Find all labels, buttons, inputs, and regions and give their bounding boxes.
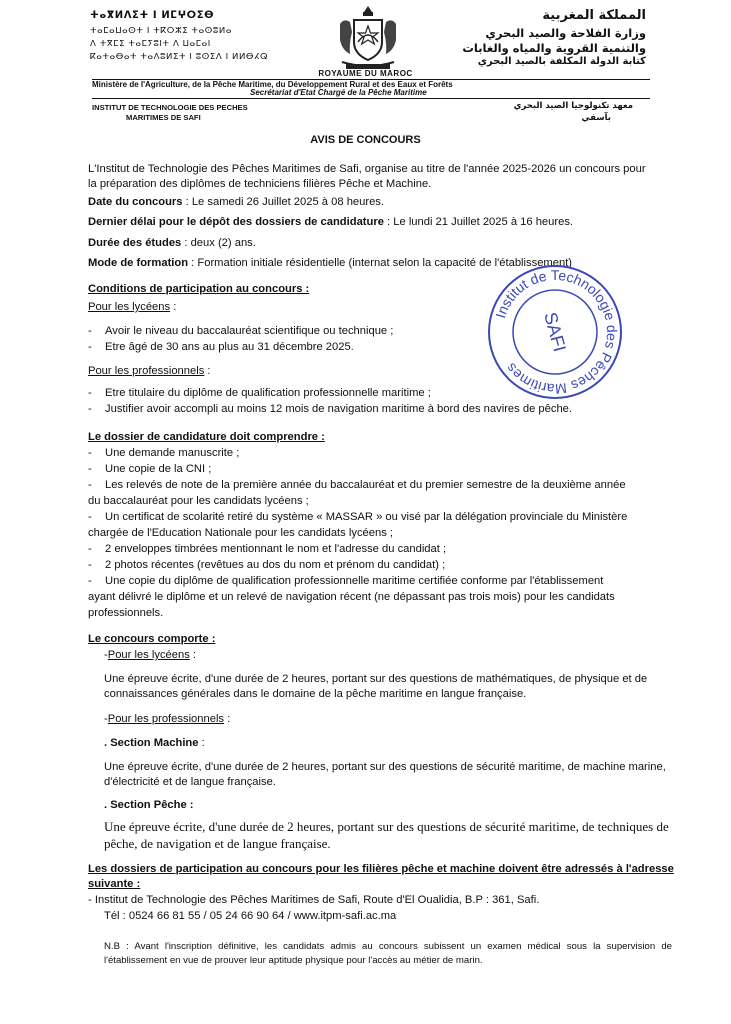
mode-label: Mode de formation — [88, 257, 189, 269]
royaume-du-maroc: ROYAUME DU MAROC — [318, 69, 413, 78]
section-machine-suffix: : — [198, 737, 205, 749]
list-item-continued: professionnels. — [88, 607, 164, 619]
conditions-pros-suffix: : — [204, 365, 211, 377]
dossier-heading: Le dossier de candidature doit comprendre : — [88, 431, 325, 443]
section-machine-text: Une épreuve écrite, d'une durée de 2 heures, portant sur des questions de sécurité maritime, de machine marine, d'électricité et de langue française. — [104, 761, 666, 788]
mode-value: : Formation initiale résidentielle (internat selon la capacité de l'établissement) — [188, 257, 573, 269]
concours-lyceens — [104, 648, 664, 663]
list-item-continued: chargée de l'Education Nationale pour les candidats lycéens ; — [88, 527, 394, 539]
list-item-continued: ayant délivré le diplôme et un relevé de navigation récent (ne dépassant pas trois mois) pour les candidats — [88, 591, 615, 603]
duree-value: : deux (2) ans. — [181, 237, 256, 249]
adresse-contact: Tél : 0524 66 81 55 / 05 24 66 90 64 / www.itpm-safi.ac.ma — [104, 910, 397, 922]
list-item-text: Une demande manuscrite ; — [105, 447, 240, 459]
section-peche-label: . Section Pêche : — [104, 799, 194, 811]
concours-pros-label: Pour les professionnels — [107, 713, 225, 725]
stamp-center-text: SAFI — [540, 310, 570, 354]
list-item-text: 2 enveloppes timbrées mentionnant le nom et l'adresse du candidat ; — [105, 543, 447, 555]
conditions-lyceens-label: Pour les lycéens — [88, 301, 171, 313]
tifinagh-line-2: ⵜⴰⵎⴰⵡⴰⵙⵜ ⵏ ⵜⴽⵔⵣⵉ ⵜⴰⵙⵓⵍⴰ — [90, 26, 232, 36]
list-item-text: Etre titulaire du diplôme de qualification professionnelle maritime ; — [105, 387, 431, 399]
list-item: - 2 photos récentes (revêtues au dos du nom et prénom du candidat) ; — [88, 559, 446, 571]
section-peche-text: Une épreuve écrite, d'une durée de 2 heures, portant sur des questions de sécurité maritime, de techniques de pêche, de navigation et de langue française. — [104, 819, 669, 851]
concours-lyceens-suffix: : — [189, 649, 197, 661]
arabic-line-4: كتابة الدولة المكلفة بالصيد البحري — [477, 56, 646, 67]
list-item-text: Une copie de la CNI ; — [105, 463, 212, 475]
concours-pros-prefix: - — [104, 713, 108, 725]
tifinagh-line-4: ⴽⴰⵜⴰⴱⴰⵜ ⵜⴰⴷⵓⵍⵉⵜ ⵏ ⵓⵙⵉⴷ ⵏ ⵍⵍⴱⵃⵕ — [90, 52, 269, 62]
arabic-line-1: المملكة المغربية — [542, 8, 646, 23]
intro-paragraph: L'Institut de Technologie des Pêches Maritimes de Safi, organise au titre de l'année 2025-2026 un concours pour la préparation des diplômes de techniciens filières Pêche et Machine. — [88, 163, 646, 190]
nb-note: N.B : Avant l'inscription définitive, les candidats admis au concours subissent un examen médical sous la supervision de l'établissement en vue de prouver leur aptitude physique pour l'accès au métier de marin. — [104, 941, 672, 966]
list-item-text: Une copie du diplôme de qualification professionnelle maritime certifiée conforme par l'établissement — [105, 575, 604, 587]
duree-label: Durée des études — [88, 237, 182, 249]
list-item: - Un certificat de scolarité retiré du système « MASSAR » ou visé par la délégation provinciale du Ministère — [88, 511, 628, 523]
adresse-heading: Les dossiers de participation au concours pour les filières pêche et machine doivent être adressés à l'adresse suivante : — [88, 863, 674, 890]
letterhead-rule-2 — [92, 98, 650, 99]
list-item: - Une copie du diplôme de qualification professionnelle maritime certifiée conforme par l'établissement — [88, 575, 604, 587]
list-item-text: Les relevés de note de la première année du baccalauréat et du premier semestre de la deuxième année — [105, 479, 626, 491]
list-item-text: Un certificat de scolarité retiré du système « MASSAR » ou visé par la délégation provinciale du Ministère — [105, 511, 628, 523]
list-item-text: Justifier avoir accompli au moins 12 mois de navigation maritime à bord des navires de pêche. — [105, 403, 572, 415]
concours-lyceens-prefix: - — [104, 649, 108, 661]
coat-of-arms-emblem — [332, 2, 404, 72]
adresse-line-1: - Institut de Technologie des Pêches Maritimes de Safi, Route d'El Oualidia, B.P : 361, Safi. — [88, 894, 540, 906]
list-item: - 2 enveloppes timbrées mentionnant le nom et l'adresse du candidat ; — [88, 543, 447, 555]
conditions-lyceens-suffix: : — [170, 301, 177, 313]
institut-fr-line-2: MARITIMES DE SAFI — [126, 113, 201, 122]
section-machine-label: . Section Machine — [104, 737, 199, 749]
concours-heading: Le concours comporte : — [88, 633, 216, 645]
concours-lyceens-text: Une épreuve écrite, d'une durée de 2 heures, portant sur des questions de mathématiques, de physique et de connaissances générales dans le domaine de la pêche maritime en langue française. — [104, 673, 648, 700]
arabic-line-3: والتنمية القروية والمياه والغابات — [462, 41, 646, 55]
tifinagh-line-1: ⵜⴰⴳⵍⴷⵉⵜ ⵏ ⵍⵎⵖⵔⵉⴱ — [90, 10, 215, 21]
secretariat-line: Secrétariat d'Etat Chargé de la Pêche Maritime — [250, 88, 427, 97]
dernier-delai-label: Dernier délai pour le dépôt des dossiers de candidature — [88, 216, 384, 228]
ministere-line: Ministère de l'Agriculture, de la Pêche Maritime, du Développement Rural et des Eaux et Forêts — [92, 80, 453, 89]
institut-ar-line-1: معهد تكنولوجيا الصيد البحري — [513, 101, 633, 111]
concours-lyceens-label: Pour les lycéens — [107, 649, 190, 661]
conditions-pros-label: Pour les professionnels — [88, 365, 205, 377]
dernier-delai-value: : Le lundi 21 Juillet 2025 à 16 heures. — [383, 216, 574, 228]
list-item: - Les relevés de note de la première année du baccalauréat et du premier semestre de la deuxième année — [88, 479, 626, 491]
section-machine — [104, 736, 664, 751]
date-concours-value: : Le samedi 26 Juillet 2025 à 08 heures. — [182, 196, 385, 208]
duree-etudes — [88, 236, 648, 251]
conditions-heading: Conditions de participation au concours : — [88, 283, 310, 295]
institut-stamp — [485, 262, 625, 402]
institut-fr-line-1: INSTITUT DE TECHNOLOGIE DES PECHES — [92, 103, 248, 112]
list-item: - Etre âgé de 30 ans au plus au 31 décembre 2025. — [88, 341, 354, 353]
list-item-continued: du baccalauréat pour les candidats lycéens ; — [88, 495, 309, 507]
arabic-line-2: وزارة الفلاحة والصيد البحري — [485, 26, 646, 40]
institut-ar-line-2: بآسفي — [581, 113, 611, 123]
concours-pros — [104, 712, 664, 727]
dernier-delai — [88, 215, 688, 230]
list-item: - Une demande manuscrite ; — [88, 447, 240, 459]
list-item-text: Avoir le niveau du baccalauréat scientifique ou technique ; — [105, 325, 394, 337]
page-title: AVIS DE CONCOURS — [310, 134, 421, 146]
list-item: - Etre titulaire du diplôme de qualification professionnelle maritime ; — [88, 387, 431, 399]
date-concours — [88, 195, 648, 210]
list-item: - Justifier avoir accompli au moins 12 mois de navigation maritime à bord des navires de pêche. — [88, 403, 572, 415]
list-item: - Avoir le niveau du baccalauréat scientifique ou technique ; — [88, 325, 394, 337]
list-item-text: Etre âgé de 30 ans au plus au 31 décembre 2025. — [105, 341, 354, 353]
list-item-text: 2 photos récentes (revêtues au dos du nom et prénom du candidat) ; — [105, 559, 446, 571]
date-concours-label: Date du concours — [88, 196, 183, 208]
tifinagh-line-3: ⴷ ⵜⴳⵎⵉ ⵜⴰⵎⵢⵓⵏⵜ ⴷ ⵡⴰⵎⴰⵏ — [90, 39, 211, 49]
concours-pros-suffix: : — [224, 713, 231, 725]
list-item: - Une copie de la CNI ; — [88, 463, 212, 475]
stamp-ring-text: Institut de Technologie des Pêches Maritimes — [492, 266, 621, 398]
